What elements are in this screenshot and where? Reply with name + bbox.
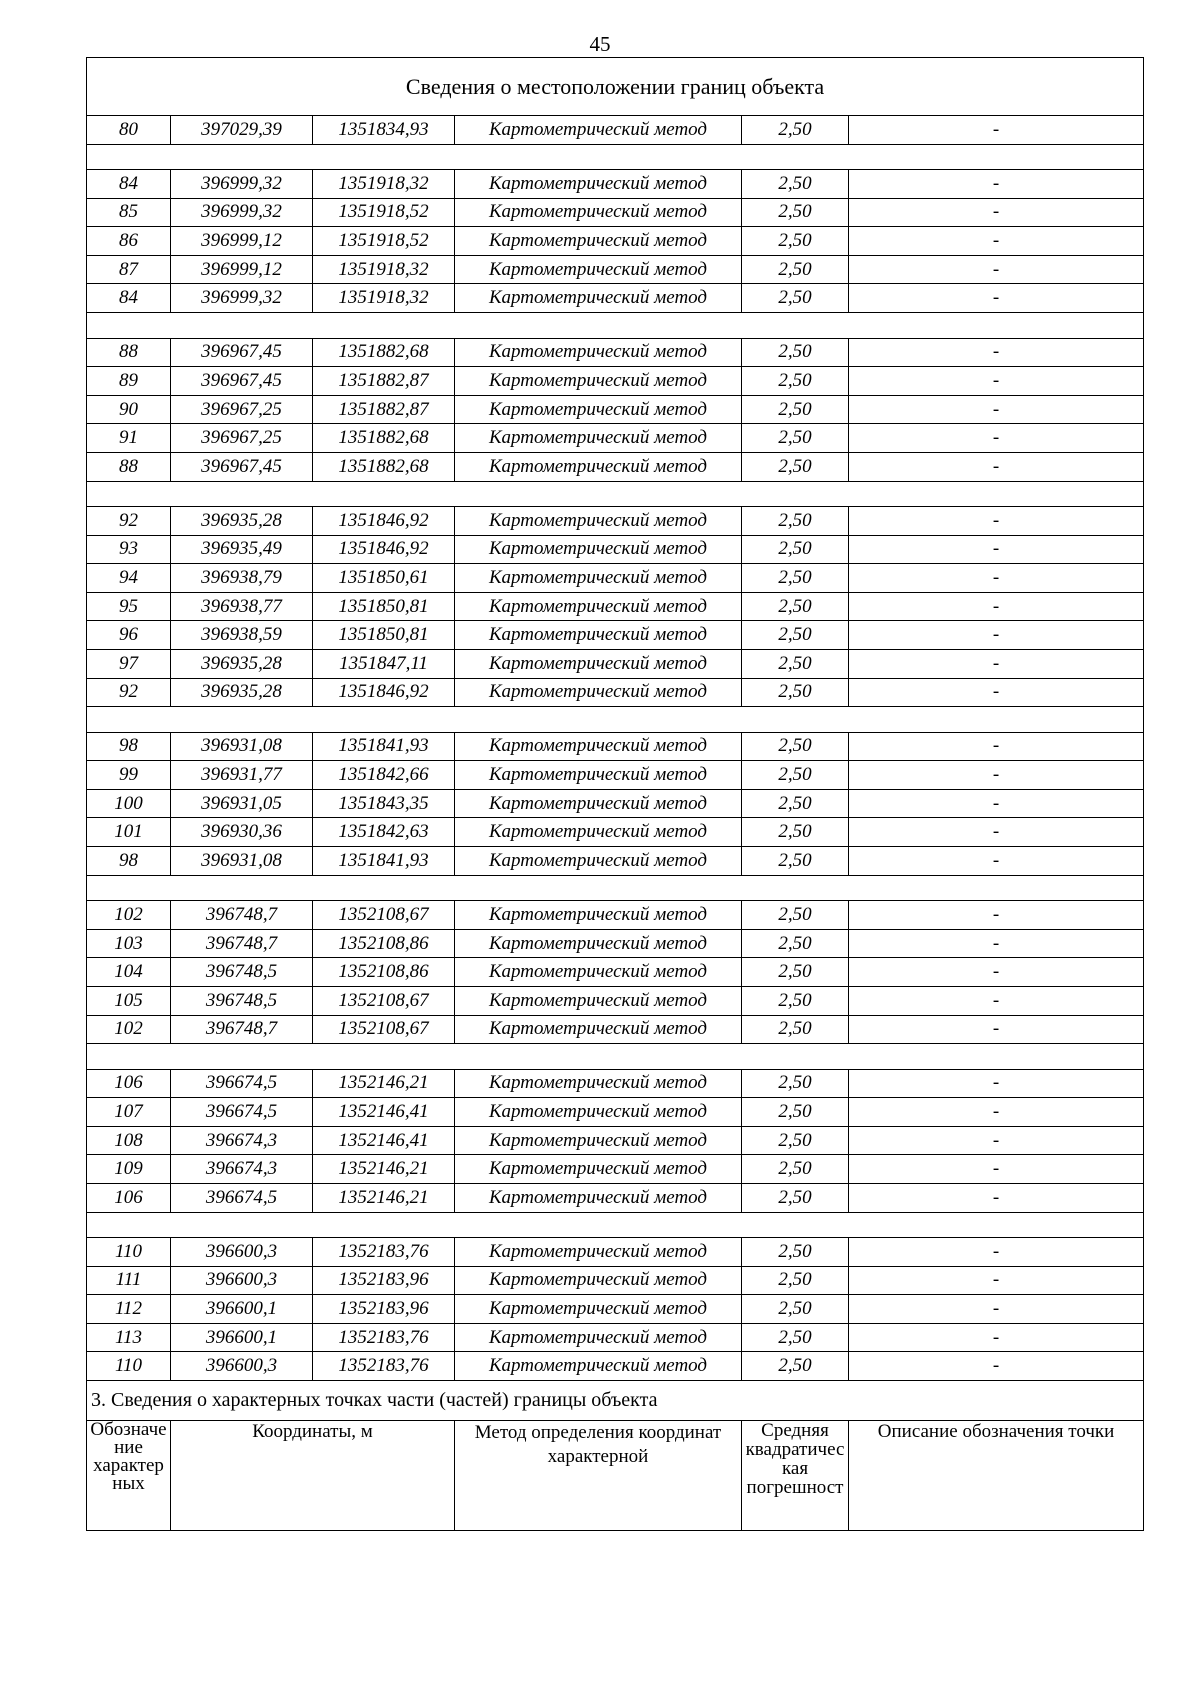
error-cell: 2,50	[742, 789, 849, 818]
description-cell: -	[849, 678, 1144, 707]
table-row	[87, 338, 1144, 367]
point-number-cell: 101	[87, 818, 171, 847]
y-coordinate-cell: 1352108,67	[313, 986, 455, 1015]
description-cell: -	[849, 1323, 1144, 1352]
x-coordinate-cell: 396938,77	[171, 592, 313, 621]
y-coordinate-cell: 1351834,93	[313, 116, 455, 145]
y-coordinate-cell: 1352108,67	[313, 1015, 455, 1044]
x-coordinate-cell: 396748,5	[171, 958, 313, 987]
point-number-cell: 84	[87, 170, 171, 199]
table-row	[87, 227, 1144, 256]
error-cell: 2,50	[742, 424, 849, 453]
description-cell: -	[849, 367, 1144, 396]
table-row	[87, 650, 1144, 679]
error-cell: 2,50	[742, 116, 849, 145]
x-coordinate-cell: 396935,28	[171, 507, 313, 536]
separator-cell	[87, 1044, 1144, 1070]
section-3-title: 3. Сведения о характерных точках части (частей) границы объекта	[87, 1381, 1144, 1421]
table-title: Сведения о местоположении границ объекта	[87, 58, 1144, 116]
method-cell: Картометрический метод	[455, 535, 742, 564]
header-coordinates: Координаты, м	[171, 1421, 455, 1531]
y-coordinate-cell: 1352183,76	[313, 1238, 455, 1267]
point-number-cell: 88	[87, 452, 171, 481]
y-coordinate-cell: 1352146,41	[313, 1126, 455, 1155]
method-cell: Картометрический метод	[455, 1069, 742, 1098]
point-number-cell: 92	[87, 507, 171, 536]
table-row	[87, 986, 1144, 1015]
y-coordinate-cell: 1351882,87	[313, 395, 455, 424]
description-cell: -	[849, 761, 1144, 790]
point-number-cell: 112	[87, 1295, 171, 1324]
point-number-cell: 107	[87, 1098, 171, 1127]
description-cell: -	[849, 958, 1144, 987]
method-cell: Картометрический метод	[455, 1184, 742, 1213]
x-coordinate-cell: 396931,05	[171, 789, 313, 818]
separator-cell	[87, 481, 1144, 507]
error-cell: 2,50	[742, 170, 849, 199]
y-coordinate-cell: 1352146,21	[313, 1184, 455, 1213]
x-coordinate-cell: 396967,45	[171, 452, 313, 481]
x-coordinate-cell: 396748,7	[171, 929, 313, 958]
method-cell: Картометрический метод	[455, 678, 742, 707]
point-number-cell: 106	[87, 1069, 171, 1098]
point-number-cell: 85	[87, 198, 171, 227]
description-cell: -	[849, 1352, 1144, 1381]
header-error: Средняя квадратичес кая погрешност	[742, 1421, 849, 1531]
boundary-points-table	[86, 57, 1144, 1531]
x-coordinate-cell: 396938,79	[171, 564, 313, 593]
x-coordinate-cell: 396935,49	[171, 535, 313, 564]
point-number-cell: 103	[87, 929, 171, 958]
point-number-cell: 110	[87, 1238, 171, 1267]
y-coordinate-cell: 1351882,68	[313, 338, 455, 367]
y-coordinate-cell: 1352108,86	[313, 929, 455, 958]
x-coordinate-cell: 396930,36	[171, 818, 313, 847]
table-row	[87, 1184, 1144, 1213]
table-row	[87, 255, 1144, 284]
table-row	[87, 507, 1144, 536]
y-coordinate-cell: 1351850,81	[313, 592, 455, 621]
method-cell: Картометрический метод	[455, 732, 742, 761]
method-cell: Картометрический метод	[455, 1323, 742, 1352]
header-designation: Обозначе ние характер ных	[87, 1421, 171, 1531]
separator-cell	[87, 144, 1144, 170]
method-cell: Картометрический метод	[455, 1098, 742, 1127]
group-separator	[87, 144, 1144, 170]
y-coordinate-cell: 1351882,87	[313, 367, 455, 396]
section-3-header-row	[87, 1421, 1144, 1531]
error-cell: 2,50	[742, 507, 849, 536]
x-coordinate-cell: 396967,25	[171, 424, 313, 453]
method-cell: Картометрический метод	[455, 1352, 742, 1381]
method-cell: Картометрический метод	[455, 227, 742, 256]
y-coordinate-cell: 1352146,21	[313, 1069, 455, 1098]
point-number-cell: 105	[87, 986, 171, 1015]
x-coordinate-cell: 397029,39	[171, 116, 313, 145]
error-cell: 2,50	[742, 761, 849, 790]
group-separator	[87, 1044, 1144, 1070]
point-number-cell: 88	[87, 338, 171, 367]
point-number-cell: 111	[87, 1266, 171, 1295]
y-coordinate-cell: 1351842,66	[313, 761, 455, 790]
description-cell: -	[849, 901, 1144, 930]
table-row	[87, 564, 1144, 593]
method-cell: Картометрический метод	[455, 564, 742, 593]
description-cell: -	[849, 535, 1144, 564]
method-cell: Картометрический метод	[455, 198, 742, 227]
point-number-cell: 96	[87, 621, 171, 650]
x-coordinate-cell: 396999,32	[171, 170, 313, 199]
x-coordinate-cell: 396674,5	[171, 1098, 313, 1127]
table-row	[87, 847, 1144, 876]
error-cell: 2,50	[742, 847, 849, 876]
error-cell: 2,50	[742, 986, 849, 1015]
point-number-cell: 93	[87, 535, 171, 564]
y-coordinate-cell: 1351918,32	[313, 255, 455, 284]
point-number-cell: 91	[87, 424, 171, 453]
error-cell: 2,50	[742, 1069, 849, 1098]
x-coordinate-cell: 396999,32	[171, 284, 313, 313]
table-row	[87, 170, 1144, 199]
point-number-cell: 92	[87, 678, 171, 707]
method-cell: Картометрический метод	[455, 1155, 742, 1184]
x-coordinate-cell: 396600,1	[171, 1323, 313, 1352]
group-separator	[87, 1212, 1144, 1238]
error-cell: 2,50	[742, 1098, 849, 1127]
table-row	[87, 732, 1144, 761]
point-number-cell: 109	[87, 1155, 171, 1184]
method-cell: Картометрический метод	[455, 507, 742, 536]
description-cell: -	[849, 818, 1144, 847]
page-bottom-blank	[0, 1558, 1200, 1698]
table-row	[87, 1155, 1144, 1184]
table-row	[87, 1069, 1144, 1098]
method-cell: Картометрический метод	[455, 1266, 742, 1295]
y-coordinate-cell: 1351846,92	[313, 678, 455, 707]
group-separator	[87, 707, 1144, 733]
table-row	[87, 198, 1144, 227]
x-coordinate-cell: 396967,45	[171, 338, 313, 367]
description-cell: -	[849, 1126, 1144, 1155]
y-coordinate-cell: 1351841,93	[313, 732, 455, 761]
y-coordinate-cell: 1351846,92	[313, 507, 455, 536]
description-cell: -	[849, 1295, 1144, 1324]
table-row	[87, 958, 1144, 987]
method-cell: Картометрический метод	[455, 255, 742, 284]
table-row	[87, 761, 1144, 790]
table-row	[87, 1238, 1144, 1267]
group-separator	[87, 875, 1144, 901]
description-cell: -	[849, 1266, 1144, 1295]
method-cell: Картометрический метод	[455, 818, 742, 847]
method-cell: Картометрический метод	[455, 847, 742, 876]
y-coordinate-cell: 1352183,76	[313, 1352, 455, 1381]
error-cell: 2,50	[742, 395, 849, 424]
description-cell: -	[849, 1184, 1144, 1213]
table-row	[87, 1015, 1144, 1044]
header-description: Описание обозначения точки	[849, 1421, 1144, 1531]
table-body	[87, 58, 1144, 1531]
error-cell: 2,50	[742, 1238, 849, 1267]
table-row	[87, 1266, 1144, 1295]
x-coordinate-cell: 396999,32	[171, 198, 313, 227]
point-number-cell: 89	[87, 367, 171, 396]
error-cell: 2,50	[742, 1352, 849, 1381]
point-number-cell: 99	[87, 761, 171, 790]
table-row	[87, 1323, 1144, 1352]
y-coordinate-cell: 1351842,63	[313, 818, 455, 847]
table-row	[87, 395, 1144, 424]
method-cell: Картометрический метод	[455, 1015, 742, 1044]
method-cell: Картометрический метод	[455, 986, 742, 1015]
point-number-cell: 110	[87, 1352, 171, 1381]
y-coordinate-cell: 1351918,32	[313, 170, 455, 199]
point-number-cell: 84	[87, 284, 171, 313]
method-cell: Картометрический метод	[455, 650, 742, 679]
description-cell: -	[849, 847, 1144, 876]
error-cell: 2,50	[742, 367, 849, 396]
point-number-cell: 102	[87, 1015, 171, 1044]
table-row	[87, 592, 1144, 621]
description-cell: -	[849, 116, 1144, 145]
error-cell: 2,50	[742, 1266, 849, 1295]
y-coordinate-cell: 1352183,96	[313, 1266, 455, 1295]
error-cell: 2,50	[742, 650, 849, 679]
point-number-cell: 97	[87, 650, 171, 679]
description-cell: -	[849, 929, 1144, 958]
x-coordinate-cell: 396967,25	[171, 395, 313, 424]
y-coordinate-cell: 1351841,93	[313, 847, 455, 876]
method-cell: Картометрический метод	[455, 1126, 742, 1155]
error-cell: 2,50	[742, 732, 849, 761]
error-cell: 2,50	[742, 1323, 849, 1352]
description-cell: -	[849, 789, 1144, 818]
x-coordinate-cell: 396967,45	[171, 367, 313, 396]
error-cell: 2,50	[742, 592, 849, 621]
table-row	[87, 1352, 1144, 1381]
x-coordinate-cell: 396748,7	[171, 1015, 313, 1044]
x-coordinate-cell: 396931,77	[171, 761, 313, 790]
table-row	[87, 1098, 1144, 1127]
y-coordinate-cell: 1352146,21	[313, 1155, 455, 1184]
header-method: Метод определения координат характерной	[455, 1421, 742, 1531]
y-coordinate-cell: 1351882,68	[313, 452, 455, 481]
x-coordinate-cell: 396938,59	[171, 621, 313, 650]
table-row	[87, 535, 1144, 564]
error-cell: 2,50	[742, 621, 849, 650]
x-coordinate-cell: 396999,12	[171, 227, 313, 256]
error-cell: 2,50	[742, 929, 849, 958]
method-cell: Картометрический метод	[455, 958, 742, 987]
table-row	[87, 1126, 1144, 1155]
table-row	[87, 452, 1144, 481]
description-cell: -	[849, 621, 1144, 650]
error-cell: 2,50	[742, 255, 849, 284]
table-row	[87, 678, 1144, 707]
method-cell: Картометрический метод	[455, 789, 742, 818]
description-cell: -	[849, 338, 1144, 367]
point-number-cell: 95	[87, 592, 171, 621]
description-cell: -	[849, 1238, 1144, 1267]
table-row	[87, 367, 1144, 396]
error-cell: 2,50	[742, 678, 849, 707]
separator-cell	[87, 707, 1144, 733]
error-cell: 2,50	[742, 818, 849, 847]
description-cell: -	[849, 227, 1144, 256]
y-coordinate-cell: 1351918,52	[313, 227, 455, 256]
y-coordinate-cell: 1351846,92	[313, 535, 455, 564]
description-cell: -	[849, 284, 1144, 313]
x-coordinate-cell: 396600,3	[171, 1352, 313, 1381]
point-number-cell: 108	[87, 1126, 171, 1155]
point-number-cell: 98	[87, 732, 171, 761]
method-cell: Картометрический метод	[455, 901, 742, 930]
point-number-cell: 87	[87, 255, 171, 284]
point-number-cell: 102	[87, 901, 171, 930]
point-number-cell: 104	[87, 958, 171, 987]
y-coordinate-cell: 1351850,61	[313, 564, 455, 593]
table-row	[87, 621, 1144, 650]
error-cell: 2,50	[742, 452, 849, 481]
description-cell: -	[849, 564, 1144, 593]
x-coordinate-cell: 396600,1	[171, 1295, 313, 1324]
table-row	[87, 789, 1144, 818]
y-coordinate-cell: 1351847,11	[313, 650, 455, 679]
method-cell: Картометрический метод	[455, 621, 742, 650]
y-coordinate-cell: 1351850,81	[313, 621, 455, 650]
x-coordinate-cell: 396935,28	[171, 678, 313, 707]
point-number-cell: 90	[87, 395, 171, 424]
method-cell: Картометрический метод	[455, 1295, 742, 1324]
description-cell: -	[849, 395, 1144, 424]
method-cell: Картометрический метод	[455, 338, 742, 367]
group-separator	[87, 313, 1144, 339]
table-row	[87, 424, 1144, 453]
error-cell: 2,50	[742, 1184, 849, 1213]
separator-cell	[87, 1212, 1144, 1238]
description-cell: -	[849, 650, 1144, 679]
error-cell: 2,50	[742, 901, 849, 930]
error-cell: 2,50	[742, 198, 849, 227]
separator-cell	[87, 313, 1144, 339]
y-coordinate-cell: 1352146,41	[313, 1098, 455, 1127]
method-cell: Картометрический метод	[455, 284, 742, 313]
error-cell: 2,50	[742, 1155, 849, 1184]
y-coordinate-cell: 1351882,68	[313, 424, 455, 453]
separator-cell	[87, 875, 1144, 901]
y-coordinate-cell: 1351918,52	[313, 198, 455, 227]
error-cell: 2,50	[742, 564, 849, 593]
table-row	[87, 116, 1144, 145]
x-coordinate-cell: 396674,5	[171, 1184, 313, 1213]
description-cell: -	[849, 424, 1144, 453]
y-coordinate-cell: 1352183,76	[313, 1323, 455, 1352]
x-coordinate-cell: 396674,5	[171, 1069, 313, 1098]
point-number-cell: 106	[87, 1184, 171, 1213]
description-cell: -	[849, 170, 1144, 199]
table-row	[87, 901, 1144, 930]
method-cell: Картометрический метод	[455, 170, 742, 199]
y-coordinate-cell: 1352183,96	[313, 1295, 455, 1324]
table-row	[87, 818, 1144, 847]
error-cell: 2,50	[742, 338, 849, 367]
error-cell: 2,50	[742, 1295, 849, 1324]
description-cell: -	[849, 1155, 1144, 1184]
x-coordinate-cell: 396748,7	[171, 901, 313, 930]
table-row	[87, 929, 1144, 958]
y-coordinate-cell: 1351918,32	[313, 284, 455, 313]
x-coordinate-cell: 396748,5	[171, 986, 313, 1015]
description-cell: -	[849, 986, 1144, 1015]
point-number-cell: 98	[87, 847, 171, 876]
y-coordinate-cell: 1352108,86	[313, 958, 455, 987]
x-coordinate-cell: 396931,08	[171, 732, 313, 761]
method-cell: Картометрический метод	[455, 1238, 742, 1267]
x-coordinate-cell: 396674,3	[171, 1126, 313, 1155]
description-cell: -	[849, 732, 1144, 761]
error-cell: 2,50	[742, 958, 849, 987]
error-cell: 2,50	[742, 1126, 849, 1155]
description-cell: -	[849, 198, 1144, 227]
point-number-cell: 94	[87, 564, 171, 593]
x-coordinate-cell: 396674,3	[171, 1155, 313, 1184]
description-cell: -	[849, 1069, 1144, 1098]
table-title-row	[87, 58, 1144, 116]
x-coordinate-cell: 396931,08	[171, 847, 313, 876]
table-row	[87, 1295, 1144, 1324]
section-3-title-row	[87, 1381, 1144, 1421]
x-coordinate-cell: 396600,3	[171, 1266, 313, 1295]
method-cell: Картометрический метод	[455, 395, 742, 424]
method-cell: Картометрический метод	[455, 761, 742, 790]
group-separator	[87, 481, 1144, 507]
point-number-cell: 86	[87, 227, 171, 256]
point-number-cell: 113	[87, 1323, 171, 1352]
method-cell: Картометрический метод	[455, 592, 742, 621]
table-row	[87, 284, 1144, 313]
error-cell: 2,50	[742, 1015, 849, 1044]
description-cell: -	[849, 1098, 1144, 1127]
description-cell: -	[849, 452, 1144, 481]
x-coordinate-cell: 396999,12	[171, 255, 313, 284]
point-number-cell: 80	[87, 116, 171, 145]
method-cell: Картометрический метод	[455, 367, 742, 396]
point-number-cell: 100	[87, 789, 171, 818]
method-cell: Картометрический метод	[455, 929, 742, 958]
x-coordinate-cell: 396935,28	[171, 650, 313, 679]
description-cell: -	[849, 255, 1144, 284]
page-number: 45	[589, 32, 611, 56]
x-coordinate-cell: 396600,3	[171, 1238, 313, 1267]
method-cell: Картометрический метод	[455, 452, 742, 481]
error-cell: 2,50	[742, 535, 849, 564]
y-coordinate-cell: 1351843,35	[313, 789, 455, 818]
description-cell: -	[849, 592, 1144, 621]
method-cell: Картометрический метод	[455, 116, 742, 145]
description-cell: -	[849, 1015, 1144, 1044]
error-cell: 2,50	[742, 227, 849, 256]
description-cell: -	[849, 507, 1144, 536]
method-cell: Картометрический метод	[455, 424, 742, 453]
y-coordinate-cell: 1352108,67	[313, 901, 455, 930]
error-cell: 2,50	[742, 284, 849, 313]
